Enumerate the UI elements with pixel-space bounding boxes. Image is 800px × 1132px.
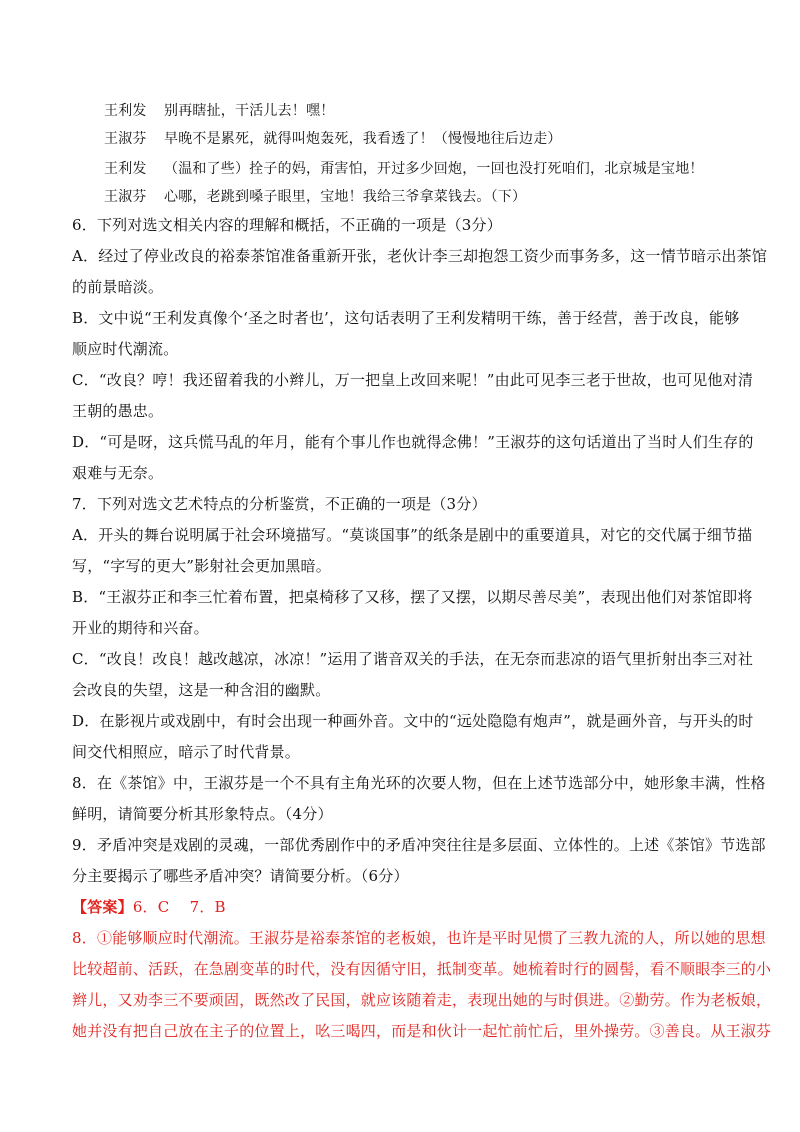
speaker-name: 王淑芬: [104, 189, 147, 205]
q7-option-a-line1: A．开头的舞台说明属于社会环境描写。“莫谈国事”的纸条是剧中的重要道具，对它的交代属于细节描: [72, 526, 753, 544]
answer-line: [72, 896, 732, 918]
q7-option-d-line1: D．在影视片或戏剧中，有时会出现一种画外音。文中的“远处隐隐有炮声”，就是画外音，与开头的时: [72, 712, 754, 730]
q6-option-b-line2: 顺应时代潮流。: [72, 340, 179, 358]
q7-stem: 7．下列对选文艺术特点的分析鉴赏，不正确的一项是（3分）: [72, 495, 487, 513]
dialogue-text: （温和了些）拴子的妈，甭害怕，开过多少回炮，一回也没打死咱们，北京城是宝地！: [164, 161, 704, 177]
q6-option-c-line1: C．“改良？哼！我还留着我的小辫儿，万一把皇上改回来呢！”由此可见李三老于世故，也可见他对清: [72, 371, 754, 389]
answer-q8-line: 比较超前、活跃，在急剧变革的时代，没有因循守旧，抵制变革。她梳着时行的圆髻，看不顺眼李三的小: [72, 960, 772, 978]
speaker-name: 王淑芬: [104, 131, 147, 147]
dialogue-line: [104, 186, 764, 208]
answer-label: 【答案】: [72, 898, 133, 916]
q6-stem: 6．下列对选文相关内容的理解和概括，不正确的一项是（3分）: [72, 216, 502, 234]
q7-option-a-line2: 写，“字写的更大”影射社会更加黑暗。: [72, 557, 331, 575]
q6-option-a-line1: A．经过了停业改良的裕泰茶馆准备重新开张，老伙计李三却抱怨工资少而事务多，这一情节暗示出茶馆: [72, 247, 768, 265]
q6-option-d-line1: D．“可是呀，这兵慌马乱的年月，能有个事儿作也就得念佛！”王淑芬的这句话道出了当时人们生存的: [72, 433, 754, 451]
q9-stem-line1: 9．矛盾冲突是戏剧的灵魂，一部优秀剧作中的矛盾冲突往往是多层面、立体性的。上述《茶馆》节选部: [72, 836, 766, 854]
q9-stem-line2: 分主要揭示了哪些矛盾冲突？请简要分析。（6分）: [72, 867, 409, 885]
q7-option-c-line1: C．“改良！改良！越改越凉，冰凉！”运用了谐音双关的手法，在无奈而悲凉的语气里折射出李三对社: [72, 650, 754, 668]
q6-option-d-line2: 艰难与无奈。: [72, 464, 164, 482]
q6-option-c-line2: 王朝的愚忠。: [72, 402, 164, 420]
dialogue-text: 早晚不是累死，就得叫炮轰死，我看透了！（慢慢地往后边走）: [164, 131, 562, 147]
dialogue-line: [104, 128, 764, 150]
speaker-name: 王利发: [104, 161, 147, 177]
answer-q8-line: 辫儿，又劝李三不要顽固，既然改了民国，就应该随着走，表现出她的与时俱进。②勤劳。作为老板娘，: [72, 991, 772, 1009]
q7-option-c-line2: 会改良的失望，这是一种含泪的幽默。: [72, 681, 331, 699]
answer-q8-line: 她并没有把自己放在主子的位置上，吆三喝四，而是和伙计一起忙前忙后，里外操劳。③善良。从王淑芬: [72, 1022, 772, 1040]
dialogue-text: 心哪，老跳到嗓子眼里，宝地！我给三爷拿菜钱去。（下）: [164, 189, 527, 205]
q6-option-b-line1: B．文中说“王利发真像个‘圣之时者也’，这句话表明了王利发精明干练，善于经营，善于改良，能够: [72, 309, 740, 327]
q7-option-b-line1: B．“王淑芬正和李三忙着布置，把桌椅移了又移，摆了又摆，以期尽善尽美”，表现出他们对茶馆即将: [72, 588, 753, 606]
dialogue-line: [104, 158, 764, 180]
answer-choices: 6．C 7．B: [132, 898, 226, 916]
q7-option-b-line2: 开业的期待和兴奋。: [72, 619, 209, 637]
dialogue-text: 别再瞎扯，干活儿去！嘿！: [164, 103, 335, 119]
answer-q8-line: 8．①能够顺应时代潮流。王淑芬是裕泰茶馆的老板娘，也许是平时见惯了三教九流的人，所以她的思想: [72, 929, 766, 947]
speaker-name: 王利发: [104, 103, 147, 119]
q7-option-d-line2: 间交代相照应，暗示了时代背景。: [72, 743, 301, 761]
q8-stem-line2: 鲜明，请简要分析其形象特点。（4分）: [72, 805, 333, 823]
dialogue-line: [104, 100, 764, 122]
q8-stem-line1: 8．在《茶馆》中，王淑芬是一个不具有主角光环的次要人物，但在上述节选部分中，她形象丰满，性格: [72, 774, 766, 792]
q6-option-a-line2: 的前景暗淡。: [72, 278, 164, 296]
